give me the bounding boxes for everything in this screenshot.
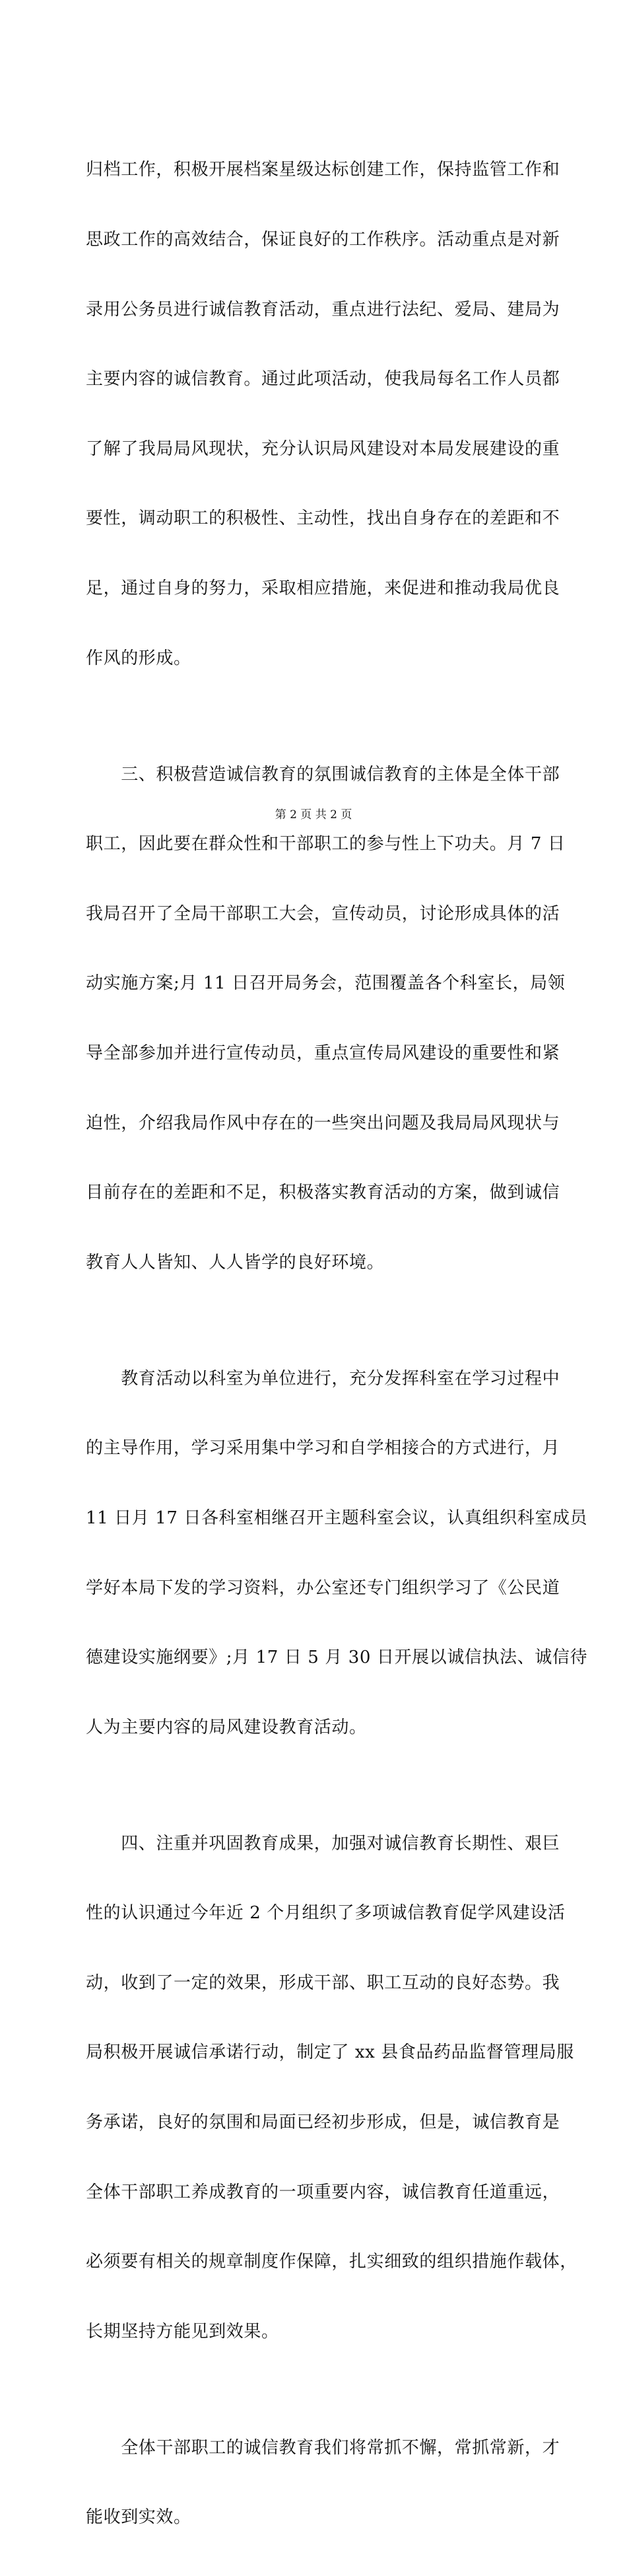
text-line: 了解了我局局风现状，充分认识局风建设对本局发展建设的重: [86, 438, 560, 459]
paragraph-3: [86, 1321, 588, 1786]
page-number-footer: 第 2 页 共 2 页: [275, 808, 352, 821]
text-line: 德建设实施纲要》;月 17 日 5 月 30 日开展以诚信执法、诚信待: [86, 1648, 588, 1668]
text-line: 人为主要内容的局风建设教育活动。: [86, 1717, 367, 1737]
text-line: 的主导作用，学习采用集中学习和自学相接合的方式进行，月: [86, 1438, 560, 1459]
text-line: 归档工作，积极开展档案星级达标创建工作，保持监管工作和: [86, 160, 560, 180]
text-line: 四、注重并巩固教育成果，加强对诚信教育长期性、艰巨: [86, 1833, 560, 1854]
text-line: 务承诺，良好的氛围和局面已经初步形成，但是，诚信教育是: [86, 2112, 560, 2133]
text-line: 动，收到了一定的效果，形成干部、职工互动的良好态势。我: [86, 1972, 560, 1993]
text-line: 主要内容的诚信教育。通过此项活动，使我局每名工作人员都: [86, 369, 560, 390]
text-line: 目前存在的差距和不足，积极落实教育活动的方案，做到诚信: [86, 1183, 560, 1203]
text-line: 全体干部职工的诚信教育我们将常抓不懈，常抓常新，才: [86, 2437, 560, 2458]
text-line: 足，通过自身的努力，采取相应措施，来促进和推动我局优良: [86, 578, 560, 598]
document-body: [86, 112, 588, 2576]
paragraph-1: [86, 112, 560, 716]
text-line: 导全部参加并进行宣传动员，重点宣传局风建设的重要性和紧: [86, 1043, 560, 1063]
text-line: 职工，因此要在群众性和干部职工的参与性上下功夫。月 7 日: [86, 834, 566, 854]
text-line: 学好本局下发的学习资料，办公室还专门组织学习了《公民道: [86, 1578, 560, 1598]
text-line: 动实施方案;月 11 日召开局务会，范围覆盖各个科室长，局领: [86, 973, 566, 994]
text-line: 必须要有相关的规章制度作保障，扎实细致的组织措施作载体，: [86, 2252, 578, 2272]
text-line: 能收到实效。: [86, 2507, 191, 2528]
text-line: 教育活动以科室为单位进行，充分发挥科室在学习过程中: [86, 1368, 560, 1389]
text-line: 全体干部职工养成教育的一项重要内容，诚信教育任道重远，: [86, 2182, 560, 2202]
text-line: 迫性，介绍我局作风中存在的一些突出问题及我局局风现状与: [86, 1113, 560, 1133]
text-line: 三、积极营造诚信教育的氛围诚信教育的主体是全体干部: [86, 764, 560, 784]
text-line: 局积极开展诚信承诺行动，制定了 xx 县食品药品监督管理局服: [86, 2042, 574, 2063]
text-line: 录用公务员进行诚信教育活动，重点进行法纪、爱局、建局为: [86, 299, 560, 320]
text-line: 教育人人皆知、人人皆学的良好环境。: [86, 1252, 385, 1272]
paragraph-5: [86, 2390, 560, 2576]
paragraph-4: [86, 1786, 578, 2390]
text-line: 11 日月 17 日各科室相继召开主题科室会议，认真组织科室成员: [86, 1508, 588, 1528]
text-line: 我局召开了全局干部职工大会，宣传动员，讨论形成具体的活: [86, 903, 560, 924]
text-line: 作风的形成。: [86, 648, 191, 668]
text-line: 思政工作的高效结合，保证良好的工作秩序。活动重点是对新: [86, 230, 560, 250]
text-line: 要性，调动职工的积极性、主动性，找出自身存在的差距和不: [86, 508, 560, 529]
text-line: 长期坚持方能见到效果。: [86, 2321, 279, 2342]
text-line: 性的认识通过今年近 2 个月组织了多项诚信教育促学风建设活: [86, 1903, 566, 1924]
